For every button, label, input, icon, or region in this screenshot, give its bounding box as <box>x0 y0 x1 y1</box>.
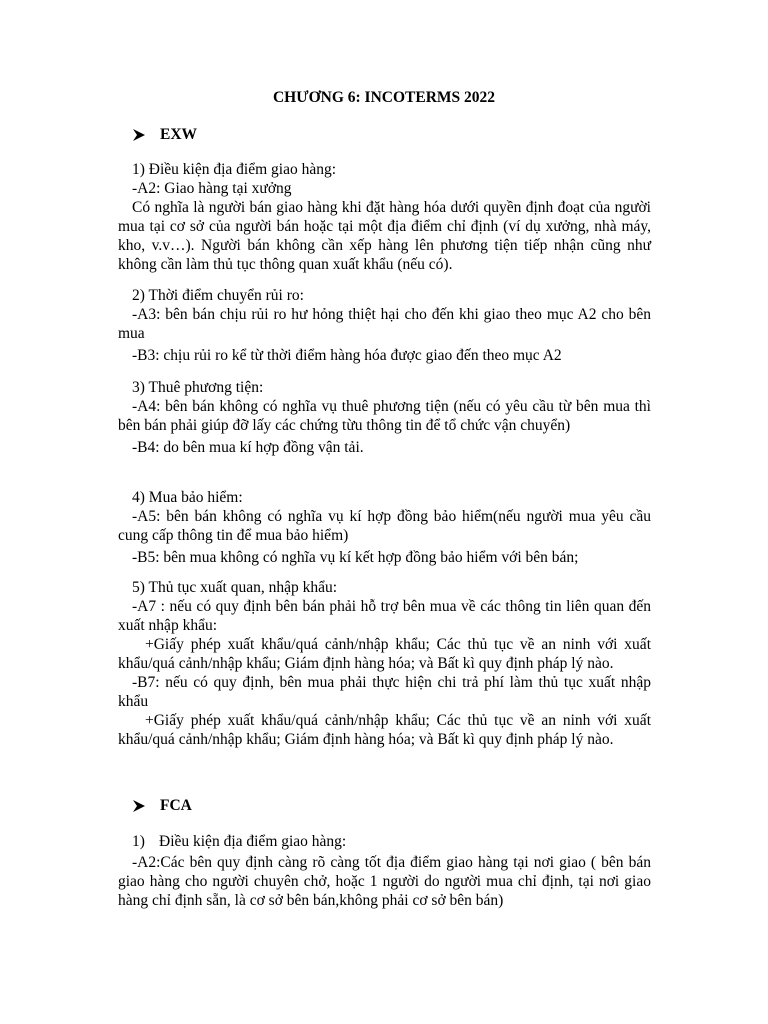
exw-s5-title: 5) Thủ tục xuất quan, nhập khẩu: <box>132 579 338 596</box>
fca-s1-title: Điều kiện địa điểm giao hàng: <box>159 833 347 850</box>
exw-section-5 <box>118 578 651 749</box>
heading-fca-label: FCA <box>160 797 192 814</box>
arrowhead-bullet-icon <box>132 799 146 813</box>
exw-s2-a3: -A3: bên bán chịu rủi ro hư hỏng thiệt hại cho đến khi giao theo mục A2 cho bên mua <box>118 306 651 342</box>
exw-s5-a7: -A7 : nếu có quy định bên bán phải hỗ trợ bên mua về các thông tin liên quan đến xuất nhập khẩu: <box>118 598 651 634</box>
exw-section-4 <box>118 488 651 567</box>
exw-s2-title: 2) Thời điểm chuyển rủi ro: <box>132 287 304 304</box>
exw-s1-body: Có nghĩa là người bán giao hàng khi đặt hàng hóa dưới quyền định đoạt của người mua tại cơ sở của người bán hoặc tại một địa điểm chỉ định (ví dụ xưởng, nhà máy, kho, v.v…). Người bán không cần xếp hàng lên phương tiện tiếp nhận cũng như không cần làm thủ tục thông quan xuất khẩu (nếu có). <box>118 199 651 273</box>
exw-s1-a2: -A2: Giao hàng tại xưởng <box>132 180 292 197</box>
heading-fca <box>132 796 192 815</box>
chapter-title: CHƯƠNG 6: INCOTERMS 2022 <box>272 89 496 106</box>
heading-exw <box>132 125 197 144</box>
exw-s2-b3: -B3: chịu rủi ro kể từ thời điểm hàng hóa được giao đến theo mục A2 <box>132 347 562 364</box>
exw-s1-title: 1) Điều kiện địa điểm giao hàng: <box>132 161 337 178</box>
exw-s3-a4: -A4: bên bán không có nghĩa vụ thuê phương tiện (nếu có yêu cầu từ bên mua thì bên bán phải giúp đỡ lấy các chứng từu thông tin để tổ chức vận chuyển) <box>118 398 651 434</box>
exw-s4-a5: -A5: bên bán không có nghĩa vụ kí hợp đồng bảo hiểm(nếu người mua yêu cầu cung cấp thông tin để mua bảo hiểm) <box>118 508 651 544</box>
exw-section-2 <box>118 286 651 365</box>
exw-s5-b7: -B7: nếu có quy định, bên mua phải thực hiện chi trả phí làm thủ tục xuất nhập khẩu <box>118 674 651 710</box>
exw-s5-b7-sub: +Giấy phép xuất khẩu/quá cảnh/nhập khẩu; Các thủ tục về an ninh với xuất khẩu/quá cảnh/nhập khẩu; Giám định hàng hóa; và Bất kì quy định pháp lý nào. <box>118 712 651 748</box>
exw-s4-title: 4) Mua bảo hiểm: <box>132 489 243 506</box>
exw-s4-b5: -B5: bên mua không có nghĩa vụ kí kết hợp đồng bảo hiểm với bên bán; <box>132 549 579 566</box>
heading-exw-label: EXW <box>160 126 198 143</box>
fca-section-1 <box>118 832 651 910</box>
exw-section-3 <box>118 378 651 457</box>
fca-s1-a2: -A2:Các bên quy định càng rõ càng tốt địa điểm giao hàng tại nơi giao ( bên bán giao hàng cho người chuyên chở, hoặc 1 người do người mua chỉ định, tại nơi giao hàng chỉ định sẵn, là cơ sở bên bán,không phải cơ sở bên bán) <box>118 854 651 909</box>
exw-s3-title: 3) Thuê phương tiện: <box>132 379 264 396</box>
fca-s1-heading <box>118 832 651 851</box>
exw-s5-a7-sub: +Giấy phép xuất khẩu/quá cảnh/nhập khẩu; Các thủ tục về an ninh với xuất khẩu/quá cảnh/nhập khẩu; Giám định hàng hóa; và Bất kì quy định pháp lý nào. <box>118 636 651 672</box>
exw-section-1 <box>118 160 651 274</box>
arrowhead-bullet-icon <box>132 128 146 142</box>
exw-s3-b4: -B4: do bên mua kí hợp đồng vận tải. <box>132 439 364 456</box>
fca-s1-number: 1) <box>132 833 145 850</box>
